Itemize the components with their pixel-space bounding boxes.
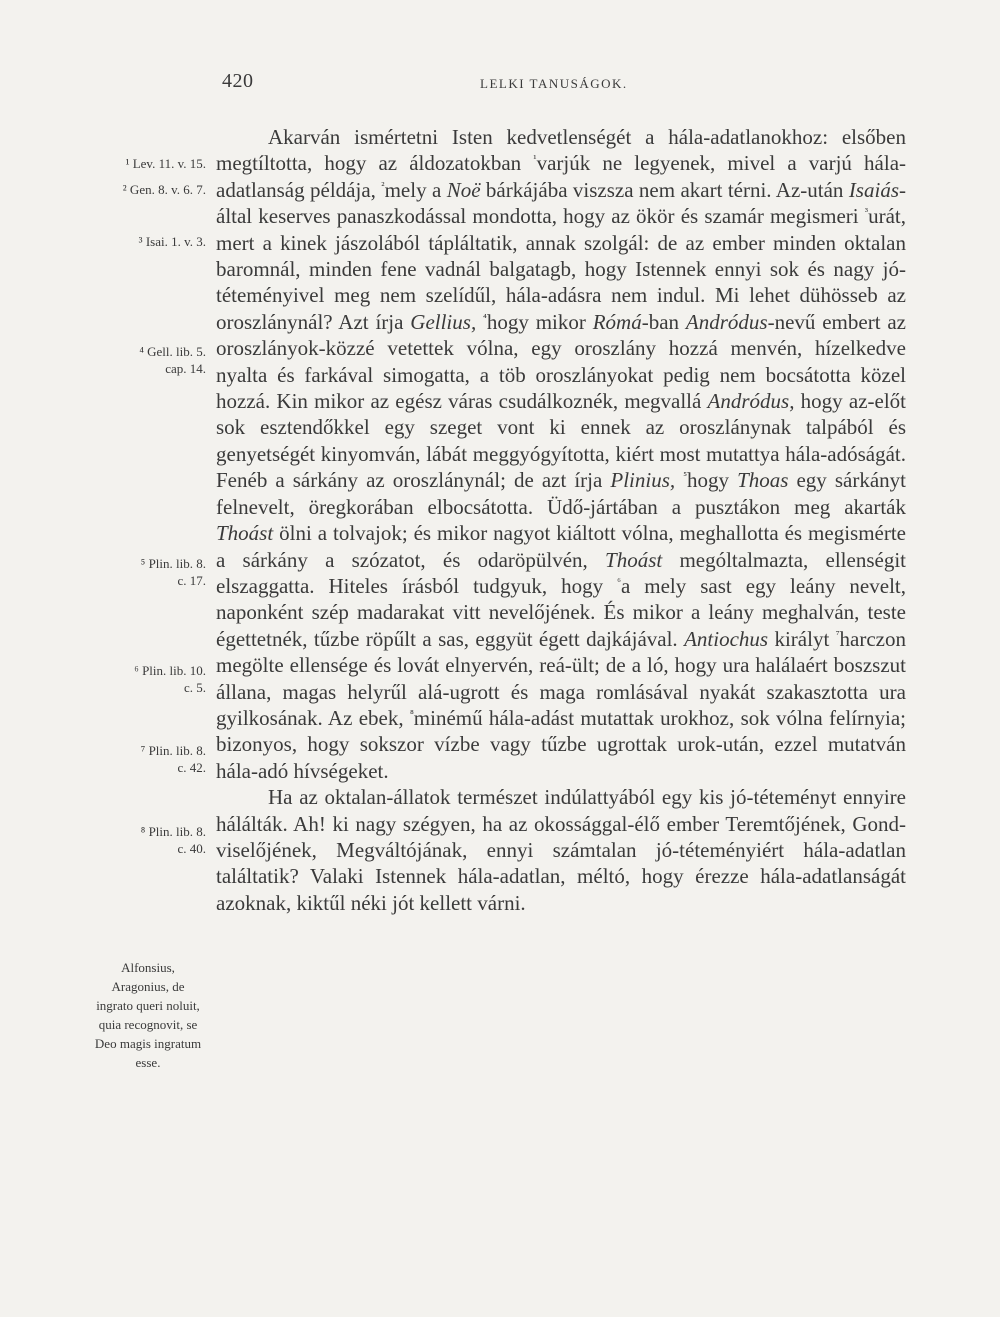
sidenote-8: ⁸ Plin. lib. 8. c. 40. [140,824,206,856]
paragraph-2: Ha az oktalan-állatok természet indúlattyából egy kis jó-téteményt ennyire hálálták. Ah! ki nagy szégyen, ha az okossággal-élő ember Teremtőjének, Gond-viselőjének, Megváltójának, ennyi számtalan jó-téteményiért hála-adatlan találtatik? Valaki Istennek hála-adatlan, méltó, hogy érezze hála-adatlanságát azoknak, kiktűl néki jót kellett várni. [216,785,906,915]
margin-notes [0,0,212,1317]
page-number: 420 [222,70,254,92]
sidenote-2: ² Gen. 8. v. 6. 7. [122,182,206,197]
sidenote-5: ⁵ Plin. lib. 8. c. 17. [140,556,206,588]
sidenote-alfonsius: Alfonsius, Aragonius, de ingrato queri noluit, quia recognovit, se Deo magis ingratum esse. [94,960,202,1070]
body-text [216,124,906,916]
sidenote-3: ³ Isai. 1. v. 3. [138,234,206,249]
running-header: LELKI TANUSÁGOK. [480,76,628,91]
sidenote-1: ¹ Lev. 11. v. 15. [125,156,206,171]
paragraph-1: Akarván ismértetni Isten kedvetlenségét a hála-adatlanokhoz: elsőben megtíltotta, hogy az áldozatokban $^{^1}$varjúk ne legyenek, mivel a varjú hála-adatlanság példája, $^{^2}$mely a Noë bárkájába viszsza nem akart térni. Az-után Isaiás-által keserves panaszkodással mondotta, hogy az ökör és szamár megismeri $^{^3}$urát, mert a kinek jászolából tápláltatik, annak szolgál: de az ember minden oktalan baromnál, minden fene vadnál balgatagb, hogy Istennek ennyi sok és nagy jó-téteményivel meg nem szelídűl, hála-adásra nem indul. Mi lehet dühösseb az oroszlánynál? Azt írja Gellius, $^{^4}$hogy mikor Rómá-ban Andródus-nevű embert az oroszlányok-közzé vetettek vólna, egy oroszlány hozzá menvén, hízelkedve nyalta és farkával simogatta, a töb oroszlányokat pedig nem bocsátotta közel hozzá. Kin mikor az egész váras csudálkoznék, megvallá Andródus, hogy az-előt sok esztendőkkel egy szeget vont ki ennek az oroszlánynak talpából és genyetségét kinyomván, lábát meggyógyította, kiért most mutattya hála-adóságát. Fenéb a sárkány az oroszlánynál; de azt írja Plinius, $^{^5}$hogy Thoas egy sárkányt felnevelt, öregkorában elbocsátotta. Üdő-jártában a pusztákon meg akarták Thoást ölni a tolvajok; és mikor nagyot kiáltott vólna, meghallotta és megismérte a sárkány a szózatot, és odaröpülvén, Thoást mególtalmazta, ellenségit elszaggatta. Hiteles írásból tudgyuk, hogy $^{^6}$a mely sast egy leány nevelt, naponként szép madarakat vitt nevelőjének. És mikor a leány meghalván, teste égettetnék, tűzbe röpűlt a sas, eggyüt égett dajkájával. Antiochus királyt $^{^7}$harczon megölte ellensége és lovát elnyervén, reá-ült; de a ló, hogy ura halálaért boszszut állana, magas helyrűl alá-ugrott és maga romlásával nyakát szakasztotta ura gyilkosának. Az ebek, $^{^8}$minémű hála-adást mutattak urokhoz, sok vólna felírnyia; bizonyos, hogy sokszor vízbe vagy tűzbe ugrottak urok-után, ezzel mutatván hála-adó hívségeket. [216,125,907,783]
sidenote-6: ⁶ Plin. lib. 10. c. 5. [134,663,206,695]
sidenote-4: ⁴ Gell. lib. 5. cap. 14. [139,344,206,376]
sidenote-7: ⁷ Plin. lib. 8. c. 42. [140,743,206,775]
